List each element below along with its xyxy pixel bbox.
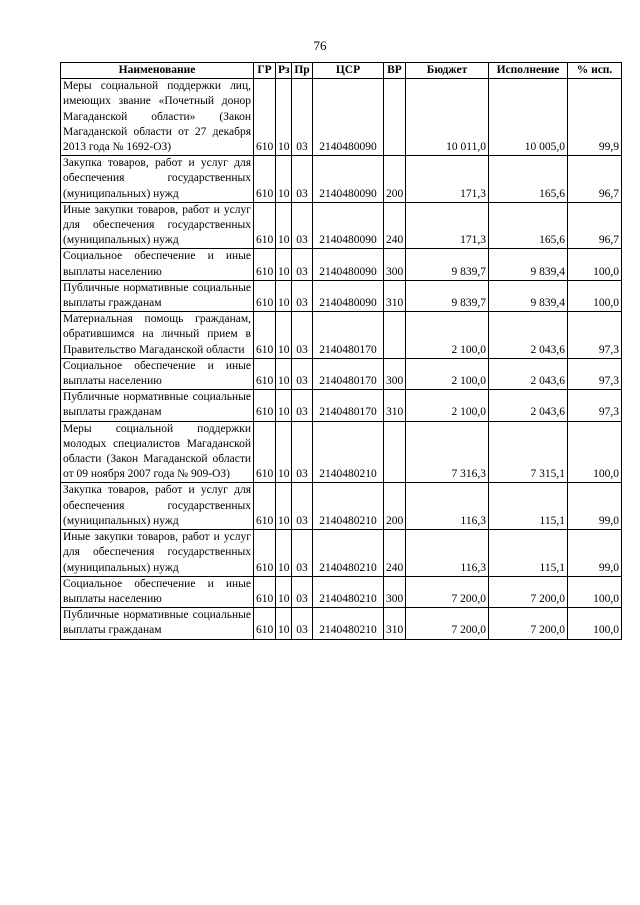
row-budget: 116,3: [406, 530, 489, 577]
row-pr: 03: [292, 390, 313, 421]
row-csr: 2140480210: [313, 421, 384, 483]
row-percent: 100,0: [568, 576, 622, 607]
row-percent: 99,9: [568, 79, 622, 156]
row-gr: 610: [254, 390, 276, 421]
row-gr: 610: [254, 249, 276, 280]
row-rz: 10: [276, 390, 292, 421]
row-pr: 03: [292, 608, 313, 639]
row-percent: 100,0: [568, 421, 622, 483]
row-execution: 2 043,6: [489, 312, 568, 359]
row-vr: 300: [384, 249, 406, 280]
row-execution: 115,1: [489, 530, 568, 577]
header-pr: Пр: [292, 63, 313, 79]
row-gr: 610: [254, 79, 276, 156]
header-gr: ГР: [254, 63, 276, 79]
row-csr: 2140480210: [313, 530, 384, 577]
row-budget: 171,3: [406, 202, 489, 249]
table-header-row: [61, 63, 622, 79]
row-csr: 2140480090: [313, 249, 384, 280]
row-name: Публичные нормативные социальные выплаты гражданам: [61, 608, 254, 639]
row-name: Меры социальной поддержки молодых специалистов Магаданской области (Закон Магаданской области от 09 ноября 2007 года № 909-ОЗ): [61, 421, 254, 483]
header-csr: ЦСР: [313, 63, 384, 79]
row-execution: 7 315,1: [489, 421, 568, 483]
table-row: [61, 79, 622, 156]
row-rz: 10: [276, 421, 292, 483]
row-budget: 9 839,7: [406, 280, 489, 311]
row-budget: 9 839,7: [406, 249, 489, 280]
row-gr: 610: [254, 608, 276, 639]
row-csr: 2140480090: [313, 202, 384, 249]
row-name: Материальная помощь гражданам, обратившимся на личный прием в Правительство Магаданской области: [61, 312, 254, 359]
row-vr: 310: [384, 390, 406, 421]
row-gr: 610: [254, 530, 276, 577]
row-rz: 10: [276, 483, 292, 530]
table-row: [61, 280, 622, 311]
row-gr: 610: [254, 576, 276, 607]
page-number: 76: [313, 38, 327, 53]
row-budget: 10 011,0: [406, 79, 489, 156]
row-gr: 610: [254, 202, 276, 249]
table-row: [61, 312, 622, 359]
row-percent: 96,7: [568, 156, 622, 203]
row-csr: 2140480170: [313, 358, 384, 389]
row-percent: 99,0: [568, 530, 622, 577]
table-row: [61, 156, 622, 203]
row-execution: 165,6: [489, 156, 568, 203]
row-pr: 03: [292, 156, 313, 203]
row-percent: 97,3: [568, 390, 622, 421]
row-pr: 03: [292, 249, 313, 280]
row-name: Социальное обеспечение и иные выплаты населению: [61, 249, 254, 280]
header-budget: Бюджет: [406, 63, 489, 79]
row-gr: 610: [254, 156, 276, 203]
row-csr: 2140480210: [313, 483, 384, 530]
row-name: Иные закупки товаров, работ и услуг для обеспечения государственных (муниципальных) нужд: [61, 530, 254, 577]
row-csr: 2140480090: [313, 156, 384, 203]
table-row: [61, 483, 622, 530]
row-budget: 7 200,0: [406, 576, 489, 607]
row-rz: 10: [276, 202, 292, 249]
row-vr: 200: [384, 156, 406, 203]
budget-table: [60, 62, 622, 640]
row-vr: 310: [384, 280, 406, 311]
row-vr: [384, 312, 406, 359]
row-budget: 2 100,0: [406, 390, 489, 421]
row-execution: 9 839,4: [489, 280, 568, 311]
row-name: Социальное обеспечение и иные выплаты населению: [61, 358, 254, 389]
row-name: Закупка товаров, работ и услуг для обеспечения государственных (муниципальных) нужд: [61, 483, 254, 530]
row-name: Публичные нормативные социальные выплаты гражданам: [61, 390, 254, 421]
row-name: Социальное обеспечение и иные выплаты населению: [61, 576, 254, 607]
row-execution: 10 005,0: [489, 79, 568, 156]
row-pr: 03: [292, 312, 313, 359]
row-gr: 610: [254, 483, 276, 530]
table-row: [61, 530, 622, 577]
row-csr: 2140480170: [313, 390, 384, 421]
row-name: Меры социальной поддержки лиц, имеющих звание «Почетный донор Магаданской области» (Закон Магаданской области от 27 декабря 2013 года № 1692-ОЗ): [61, 79, 254, 156]
row-pr: 03: [292, 79, 313, 156]
row-percent: 97,3: [568, 358, 622, 389]
row-vr: 310: [384, 608, 406, 639]
row-rz: 10: [276, 280, 292, 311]
row-percent: 99,0: [568, 483, 622, 530]
table-row: [61, 608, 622, 639]
row-csr: 2140480210: [313, 576, 384, 607]
row-vr: [384, 79, 406, 156]
row-pr: 03: [292, 202, 313, 249]
table-row: [61, 390, 622, 421]
row-gr: 610: [254, 312, 276, 359]
row-gr: 610: [254, 421, 276, 483]
row-execution: 7 200,0: [489, 608, 568, 639]
table-row: [61, 358, 622, 389]
row-vr: 240: [384, 202, 406, 249]
row-pr: 03: [292, 483, 313, 530]
row-name: Закупка товаров, работ и услуг для обеспечения государственных (муниципальных) нужд: [61, 156, 254, 203]
header-rz: Рз: [276, 63, 292, 79]
row-pr: 03: [292, 530, 313, 577]
row-percent: 100,0: [568, 280, 622, 311]
row-percent: 100,0: [568, 249, 622, 280]
row-vr: 240: [384, 530, 406, 577]
row-pr: 03: [292, 421, 313, 483]
row-rz: 10: [276, 249, 292, 280]
row-percent: 96,7: [568, 202, 622, 249]
header-name: Наименование: [61, 63, 254, 79]
header-percent: % исп.: [568, 63, 622, 79]
row-vr: 300: [384, 358, 406, 389]
row-budget: 7 316,3: [406, 421, 489, 483]
table-row: [61, 249, 622, 280]
row-budget: 2 100,0: [406, 358, 489, 389]
header-vr: ВР: [384, 63, 406, 79]
row-csr: 2140480090: [313, 79, 384, 156]
row-rz: 10: [276, 576, 292, 607]
table-row: [61, 202, 622, 249]
table-row: [61, 421, 622, 483]
row-name: Публичные нормативные социальные выплаты гражданам: [61, 280, 254, 311]
row-execution: 2 043,6: [489, 358, 568, 389]
row-budget: 7 200,0: [406, 608, 489, 639]
row-name: Иные закупки товаров, работ и услуг для обеспечения государственных (муниципальных) нужд: [61, 202, 254, 249]
row-percent: 97,3: [568, 312, 622, 359]
row-execution: 115,1: [489, 483, 568, 530]
row-vr: 200: [384, 483, 406, 530]
row-rz: 10: [276, 608, 292, 639]
row-execution: 7 200,0: [489, 576, 568, 607]
row-gr: 610: [254, 358, 276, 389]
table-row: [61, 576, 622, 607]
row-execution: 165,6: [489, 202, 568, 249]
row-rz: 10: [276, 156, 292, 203]
row-percent: 100,0: [568, 608, 622, 639]
row-csr: 2140480090: [313, 280, 384, 311]
row-gr: 610: [254, 280, 276, 311]
row-vr: [384, 421, 406, 483]
row-rz: 10: [276, 358, 292, 389]
row-pr: 03: [292, 576, 313, 607]
row-execution: 2 043,6: [489, 390, 568, 421]
row-csr: 2140480210: [313, 608, 384, 639]
table-body: [61, 79, 622, 639]
row-pr: 03: [292, 280, 313, 311]
row-rz: 10: [276, 312, 292, 359]
row-csr: 2140480170: [313, 312, 384, 359]
header-execution: Исполнение: [489, 63, 568, 79]
row-pr: 03: [292, 358, 313, 389]
row-rz: 10: [276, 79, 292, 156]
row-budget: 116,3: [406, 483, 489, 530]
row-execution: 9 839,4: [489, 249, 568, 280]
row-rz: 10: [276, 530, 292, 577]
row-vr: 300: [384, 576, 406, 607]
row-budget: 171,3: [406, 156, 489, 203]
row-budget: 2 100,0: [406, 312, 489, 359]
